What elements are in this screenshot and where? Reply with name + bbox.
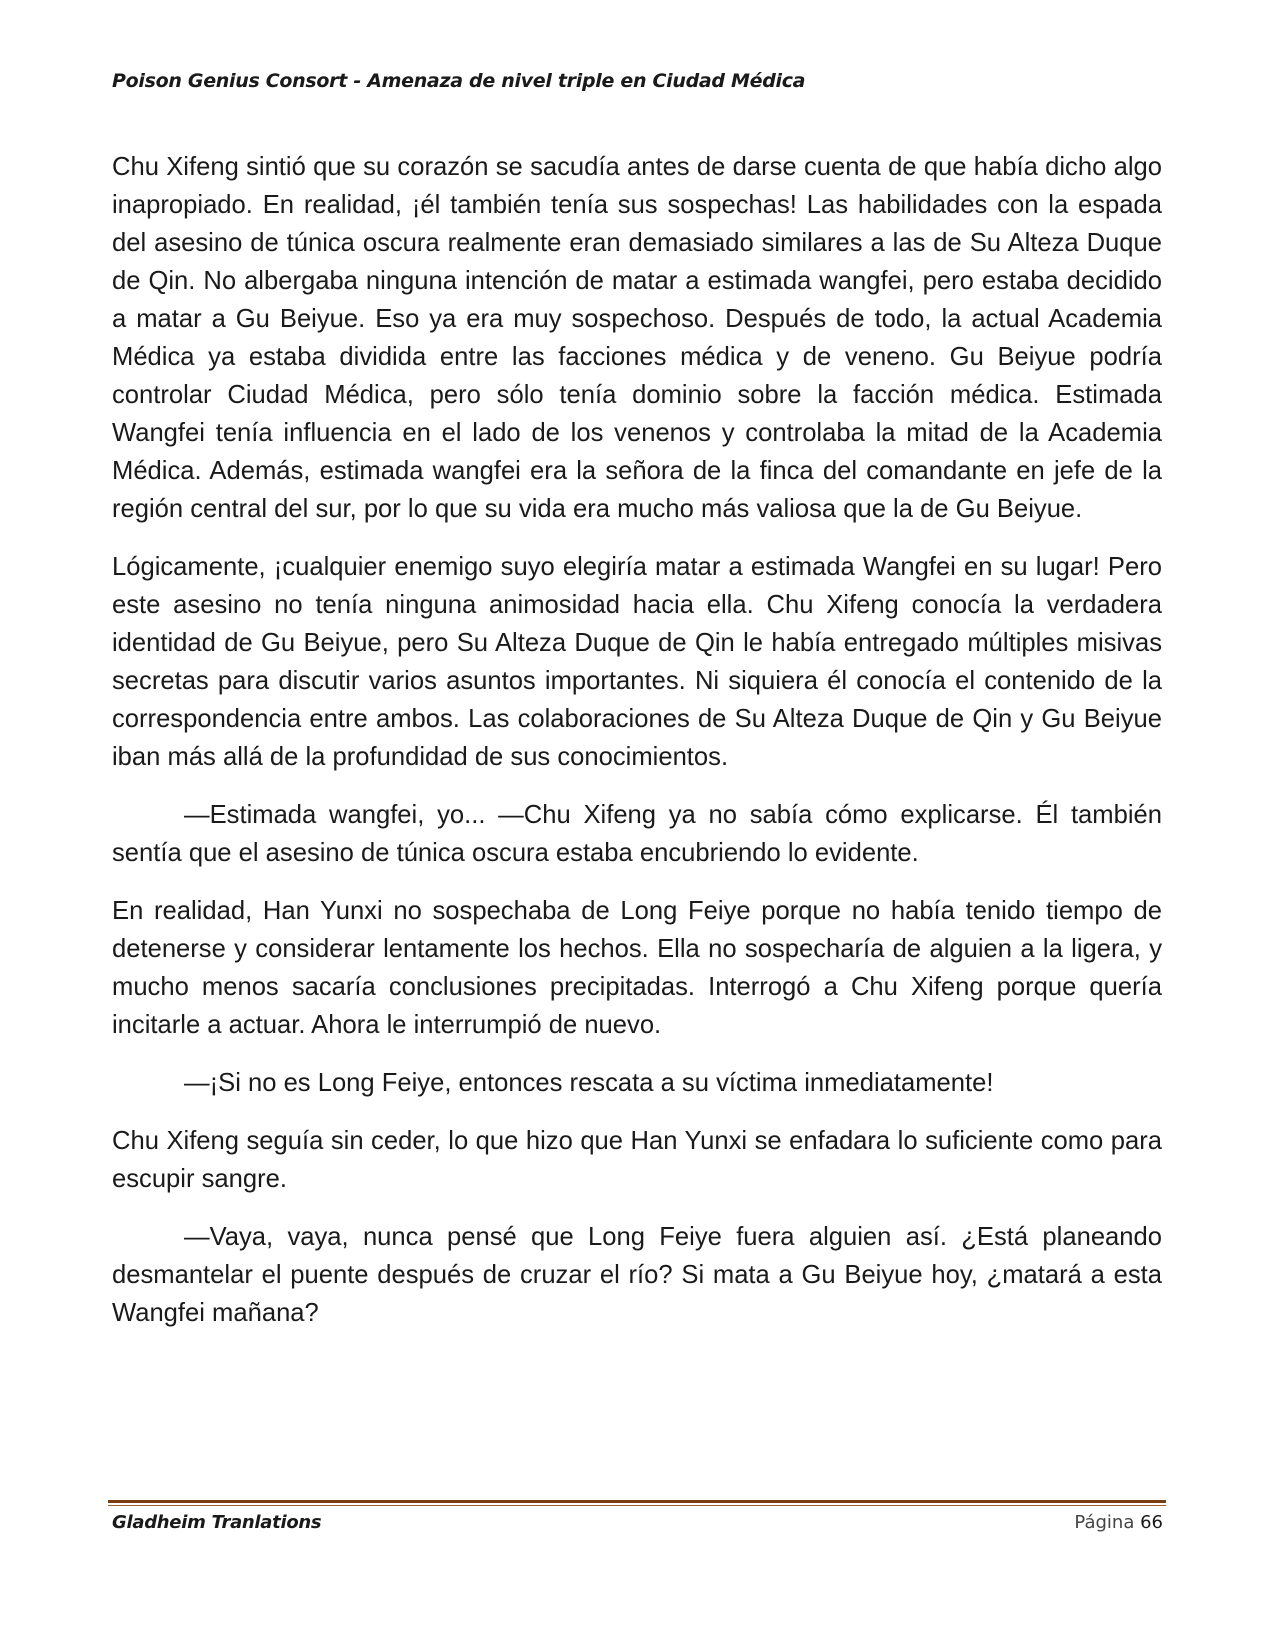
dialogue-paragraph: —Estimada wangfei, yo... —Chu Xifeng ya no sabía cómo explicarse. Él también sentía que el asesino de túnica oscura estaba encubriendo lo evidente. [112,801,1162,867]
dialogue-paragraph: —Vaya, vaya, nunca pensé que Long Feiye fuera alguien así. ¿Está planeando desmantelar el puente después de cruzar el río? Si mata a Gu Beiyue hoy, ¿matará a esta Wangfei mañana? [112,1223,1162,1327]
footer-credit: Gladheim Tranlations [112,1512,322,1533]
page-header-title: Poison Genius Consort - Amenaza de nivel triple en Ciudad Médica [112,70,806,92]
paragraph: En realidad, Han Yunxi no sospechaba de Long Feiye porque no había tenido tiempo de detenerse y considerar lentamente los hechos. Ella no sospecharía de alguien a la ligera, y mucho menos sacaría conclusiones precipitadas. Interrogó a Chu Xifeng porque quería incitarle a actuar. Ahora le interrumpió de nuevo. [112,897,1162,1039]
page-number: 66 [1140,1512,1163,1533]
footer-divider-thin [108,1505,1166,1506]
footer-divider-thick [108,1500,1166,1503]
dialogue-paragraph: —¡Si no es Long Feiye, entonces rescata a su víctima inmediatamente! [184,1069,994,1097]
page-label: Página [1074,1512,1135,1533]
footer-divider [108,1500,1166,1507]
paragraph: Chu Xifeng seguía sin ceder, lo que hizo que Han Yunxi se enfadara lo suficiente como para escupir sangre. [112,1127,1162,1193]
paragraph: Chu Xifeng sintió que su corazón se sacudía antes de darse cuenta de que había dicho algo inapropiado. En realidad, ¡él también tenía sus sospechas! Las habilidades con la espada del asesino de túnica oscura realmente eran demasiado similares a las de Su Alteza Duque de Qin. No albergaba ninguna intención de matar a estimada wangfei, pero estaba decidido a matar a Gu Beiyue. Eso ya era muy sospechoso. Después de todo, la actual Academia Médica ya estaba dividida entre las facciones médica y de veneno. Gu Beiyue podría controlar Ciudad Médica, pero sólo tenía dominio sobre la facción médica. Estimada Wangfei tenía influencia en el lado de los venenos y controlaba la mitad de la Academia Médica. Además, estimada wangfei era la señora de la finca del comandante en jefe de la región central del sur, por lo que su vida era mucho más valiosa que la de Gu Beiyue. [112,153,1162,523]
paragraph: Lógicamente, ¡cualquier enemigo suyo elegiría matar a estimada Wangfei en su lugar! Pero este asesino no tenía ninguna animosidad hacia ella. Chu Xifeng conocía la verdadera identidad de Gu Beiyue, pero Su Alteza Duque de Qin le había entregado múltiples misivas secretas para discutir varios asuntos importantes. Ni siquiera él conocía el contenido de la correspondencia entre ambos. Las colaboraciones de Su Alteza Duque de Qin y Gu Beiyue iban más allá de la profundidad de sus conocimientos. [112,553,1162,771]
page-number-label [1074,1512,1163,1533]
document-body [112,148,1162,1352]
